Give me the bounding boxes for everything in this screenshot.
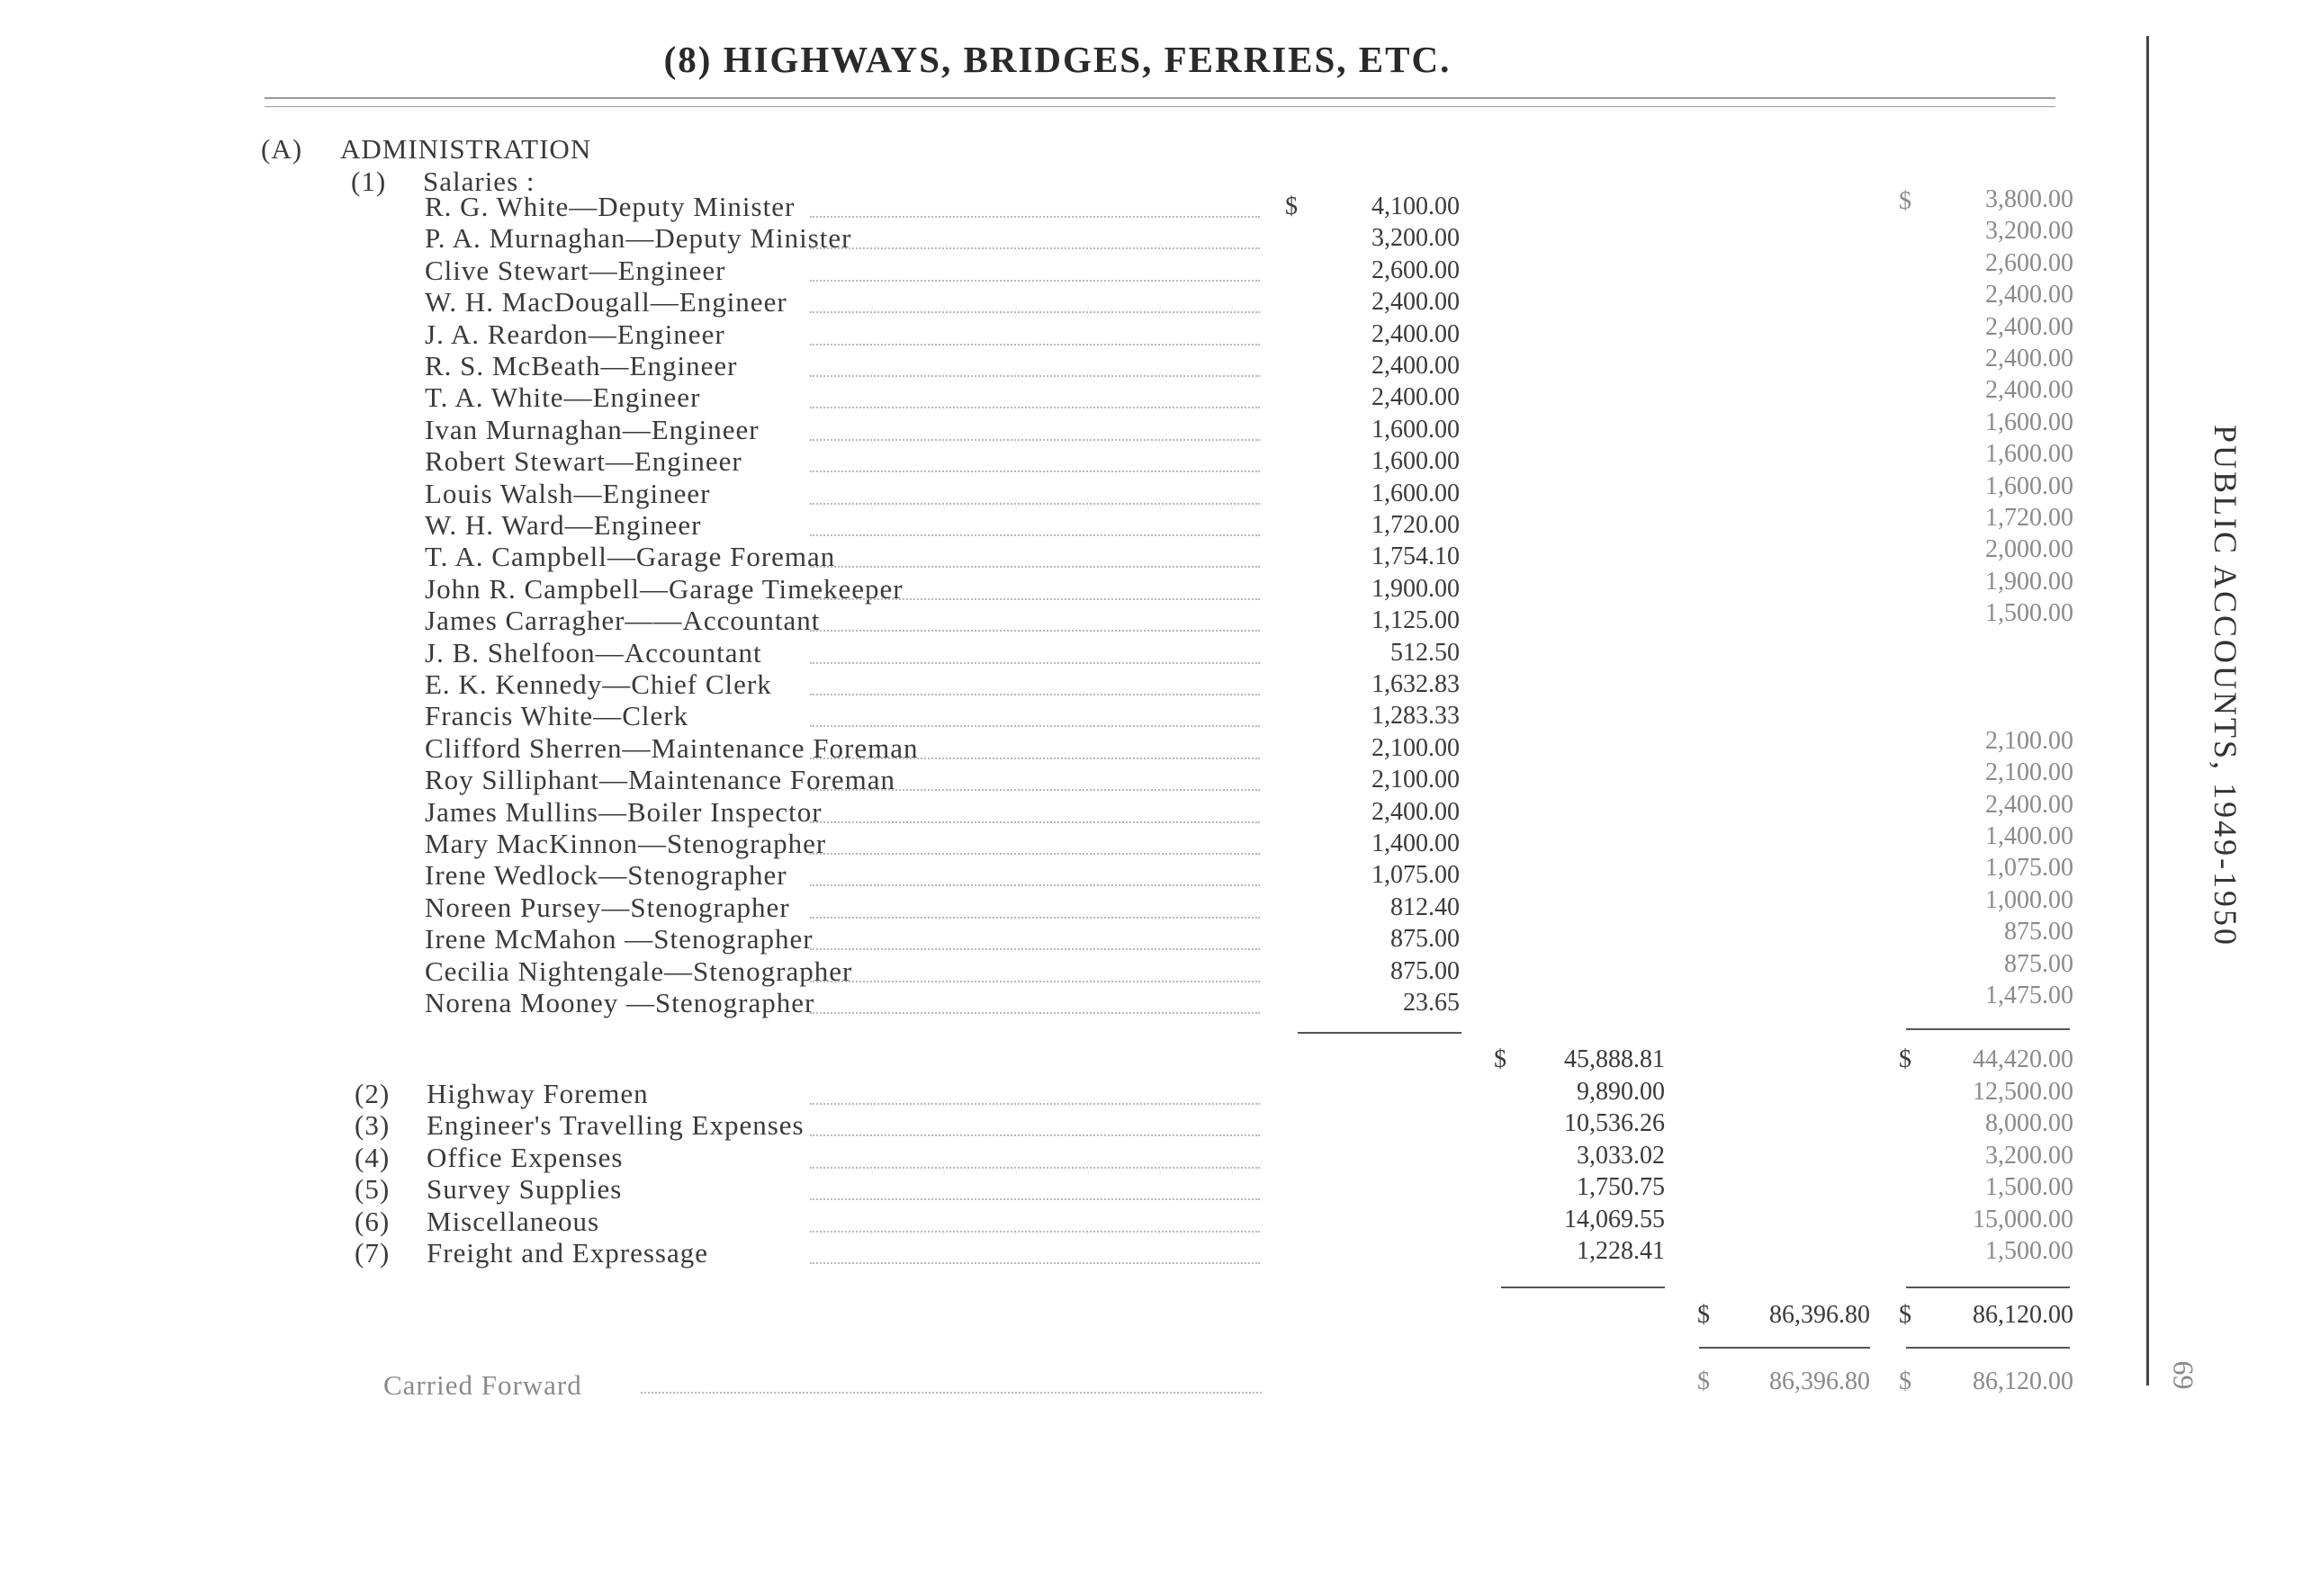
salary-prior-amount: 1,000.00 — [1985, 886, 2073, 914]
salary-amount: 1,632.83 — [1371, 670, 1460, 698]
leader-dots — [810, 853, 1260, 855]
salary-amount: 1,754.10 — [1371, 542, 1460, 570]
salary-name: Irene McMahon —Stenographer — [425, 923, 814, 955]
item-amount: 1,750.75 — [1577, 1173, 1665, 1201]
item-prior-amount: 15,000.00 — [1973, 1206, 2073, 1233]
carried-prior-dollar-sign: $ — [1899, 1367, 1911, 1395]
salary-amount: 2,600.00 — [1371, 256, 1460, 284]
item-label: Highway Foremen — [427, 1078, 649, 1109]
salary-name: John R. Campbell—Garage Timekeeper — [425, 573, 904, 605]
item-prior-amount: 8,000.00 — [1985, 1109, 2073, 1137]
items-underline — [1501, 1287, 1665, 1288]
leader-dots — [810, 1167, 1260, 1169]
leader-dots — [810, 884, 1260, 886]
leader-dots — [810, 981, 1260, 982]
salary-name: P. A. Murnaghan—Deputy Minister — [425, 222, 852, 254]
salary-name: Irene Wedlock—Stenographer — [425, 859, 787, 891]
page-title: (8) HIGHWAYS, BRIDGES, FERRIES, ETC. — [663, 39, 1452, 80]
leader-dots — [810, 630, 1260, 632]
prior-items-underline — [1906, 1287, 2070, 1288]
leader-dots — [810, 725, 1260, 727]
salary-name: T. A. White—Engineer — [425, 381, 701, 413]
salary-amount: 2,400.00 — [1371, 320, 1460, 348]
total-dollar-sign: $ — [1697, 1301, 1710, 1329]
subtotal-dollar-sign: $ — [1494, 1045, 1506, 1073]
item-number: (4) — [355, 1142, 391, 1173]
salaries-number: (1) — [351, 166, 387, 197]
salary-name: W. H. Ward—Engineer — [425, 509, 702, 541]
leader-dots — [810, 1198, 1260, 1200]
leader-dots — [810, 375, 1260, 377]
salary-name: R. G. White—Deputy Minister — [425, 191, 796, 222]
salary-amount: 1,400.00 — [1371, 829, 1460, 857]
salary-prior-amount: 2,400.00 — [1985, 281, 2073, 309]
salaries-underline — [1298, 1032, 1461, 1034]
prior-subtotal-dollar-sign: $ — [1899, 1045, 1911, 1073]
item-number: (3) — [355, 1109, 391, 1141]
leader-dots — [810, 439, 1260, 441]
salary-amount: 512.50 — [1390, 639, 1460, 667]
salary-prior-amount: 2,100.00 — [1985, 758, 2073, 786]
title-rule-top — [265, 97, 2055, 99]
salary-prior-amount: 1,075.00 — [1985, 854, 2073, 882]
salary-amount: 1,900.00 — [1371, 575, 1460, 603]
salary-name: T. A. Campbell—Garage Foreman — [425, 541, 836, 572]
salary-name: Clive Stewart—Engineer — [425, 255, 726, 286]
leader-dots — [810, 948, 1260, 950]
item-amount: 3,033.02 — [1577, 1142, 1665, 1170]
salary-amount: 1,600.00 — [1371, 447, 1460, 475]
salary-prior-amount: 1,900.00 — [1985, 568, 2073, 596]
side-title: PUBLIC ACCOUNTS, 1949-1950 — [2208, 425, 2244, 948]
section-heading: ADMINISTRATION — [340, 133, 592, 165]
leader-dots — [810, 566, 1260, 568]
salary-prior-amount: 2,400.00 — [1985, 345, 2073, 372]
salary-name: James Mullins—Boiler Inspector — [425, 796, 823, 828]
salary-amount: 2,400.00 — [1371, 288, 1460, 316]
leader-dots — [810, 216, 1260, 218]
item-label: Office Expenses — [427, 1142, 624, 1173]
salary-prior-amount: 2,600.00 — [1985, 249, 2073, 277]
item-label: Survey Supplies — [427, 1173, 623, 1205]
leader-dots — [810, 280, 1260, 282]
right-border-rule — [2146, 36, 2149, 1385]
salary-amount: 2,400.00 — [1371, 798, 1460, 826]
salary-prior-amount: 2,400.00 — [1985, 313, 2073, 341]
salary-name: J. A. Reardon—Engineer — [425, 318, 725, 350]
leader-dots — [810, 1134, 1260, 1136]
salary-amount: 4,100.00 — [1371, 193, 1460, 220]
salary-amount: 2,400.00 — [1371, 352, 1460, 380]
leader-dots — [810, 789, 1260, 791]
salary-amount: 875.00 — [1390, 957, 1460, 985]
section-letter: (A) — [261, 133, 303, 165]
salary-name: Norena Mooney —Stenographer — [425, 987, 815, 1018]
salaries-label: Salaries : — [423, 166, 535, 197]
item-prior-amount: 1,500.00 — [1985, 1237, 2073, 1265]
salary-prior-amount: 3,800.00 — [1985, 185, 2073, 213]
salary-prior-amount: 1,475.00 — [1985, 982, 2073, 1009]
leader-dots — [810, 917, 1260, 919]
salary-prior-amount: 1,600.00 — [1985, 408, 2073, 436]
item-prior-amount: 12,500.00 — [1973, 1078, 2073, 1106]
salary-prior-amount: 875.00 — [2004, 918, 2073, 946]
salary-name: Ivan Murnaghan—Engineer — [425, 414, 760, 445]
carried-forward-leader — [641, 1392, 1262, 1394]
salary-amount: 2,100.00 — [1371, 734, 1460, 762]
salary-prior-amount: 1,600.00 — [1985, 472, 2073, 500]
leader-dots — [810, 662, 1260, 664]
salary-name: W. H. MacDougall—Engineer — [425, 286, 787, 318]
leader-dots — [810, 247, 1260, 249]
salary-name: Mary MacKinnon—Stenographer — [425, 828, 827, 859]
item-amount: 10,536.26 — [1564, 1109, 1665, 1137]
leader-dots — [810, 1012, 1260, 1014]
item-number: (6) — [355, 1206, 391, 1237]
salary-prior-amount: 875.00 — [2004, 950, 2073, 978]
prior-salaries-subtotal: 44,420.00 — [1973, 1045, 2073, 1073]
salary-amount: 23.65 — [1403, 989, 1460, 1017]
salary-name: E. K. Kennedy—Chief Clerk — [425, 668, 772, 700]
item-label: Miscellaneous — [427, 1206, 600, 1237]
salary-name: Cecilia Nightengale—Stenographer — [425, 955, 853, 987]
prior-total-underline — [1906, 1347, 2070, 1349]
leader-dots — [810, 1231, 1260, 1233]
item-number: (7) — [355, 1237, 391, 1269]
prior-administration-total: 86,120.00 — [1973, 1301, 2073, 1329]
administration-total: 86,396.80 — [1769, 1301, 1870, 1329]
salary-name: Clifford Sherren—Maintenance Foreman — [425, 732, 919, 764]
item-prior-amount: 1,500.00 — [1985, 1173, 2073, 1201]
salary-prior-amount: 1,720.00 — [1985, 504, 2073, 532]
leader-dots — [810, 694, 1260, 695]
leader-dots — [810, 503, 1260, 505]
salary-amount: 1,720.00 — [1371, 511, 1460, 539]
salary-amount: 812.40 — [1390, 893, 1460, 921]
title-rule-bottom — [265, 106, 2055, 107]
prior-salaries-underline — [1906, 1028, 2070, 1030]
prior-salaries-dollar-sign: $ — [1899, 187, 1911, 215]
salary-amount: 1,283.33 — [1371, 702, 1460, 730]
item-amount: 14,069.55 — [1564, 1206, 1665, 1233]
salary-prior-amount: 2,000.00 — [1985, 535, 2073, 563]
item-amount: 1,228.41 — [1577, 1237, 1665, 1265]
salary-amount: 1,075.00 — [1371, 861, 1460, 889]
leader-dots — [810, 598, 1260, 600]
item-number: (5) — [355, 1173, 391, 1205]
salary-prior-amount: 1,400.00 — [1985, 822, 2073, 850]
salary-prior-amount: 1,600.00 — [1985, 440, 2073, 468]
carried-forward-amount: 86,396.80 — [1769, 1367, 1870, 1395]
salary-name: Louis Walsh—Engineer — [425, 478, 711, 509]
salary-amount: 875.00 — [1390, 925, 1460, 953]
leader-dots — [810, 311, 1260, 313]
salary-name: Noreen Pursey—Stenographer — [425, 892, 790, 923]
salary-prior-amount: 2,400.00 — [1985, 791, 2073, 819]
salary-amount: 3,200.00 — [1371, 224, 1460, 252]
salaries-dollar-sign: $ — [1285, 193, 1298, 220]
salary-name: R. S. McBeath—Engineer — [425, 350, 738, 381]
carried-dollar-sign: $ — [1697, 1367, 1710, 1395]
salary-name: J. B. Shelfoon—Accountant — [425, 637, 762, 668]
leader-dots — [810, 344, 1260, 345]
total-underline — [1699, 1347, 1870, 1349]
salary-amount: 1,600.00 — [1371, 416, 1460, 444]
page-number: 69 — [2167, 1360, 2200, 1390]
leader-dots — [810, 1103, 1260, 1105]
salary-amount: 2,400.00 — [1371, 383, 1460, 411]
carried-forward-label: Carried Forward — [383, 1369, 582, 1401]
leader-dots — [810, 471, 1260, 472]
salary-prior-amount: 3,200.00 — [1985, 217, 2073, 245]
salary-amount: 1,125.00 — [1371, 606, 1460, 634]
carried-forward-prior-amount: 86,120.00 — [1973, 1367, 2073, 1395]
salary-name: Roy Silliphant—Maintenance Foreman — [425, 764, 896, 795]
prior-total-dollar-sign: $ — [1899, 1301, 1911, 1329]
item-number: (2) — [355, 1078, 391, 1109]
salary-amount: 2,100.00 — [1371, 766, 1460, 794]
salary-name: James Carragher——Accountant — [425, 605, 821, 636]
salary-prior-amount: 2,400.00 — [1985, 376, 2073, 404]
salary-prior-amount: 2,100.00 — [1985, 727, 2073, 755]
item-label: Engineer's Travelling Expenses — [427, 1109, 805, 1141]
leader-dots — [810, 534, 1260, 536]
item-label: Freight and Expressage — [427, 1237, 708, 1269]
leader-dots — [810, 821, 1260, 823]
leader-dots — [810, 407, 1260, 408]
salary-prior-amount: 1,500.00 — [1985, 599, 2073, 627]
salary-amount: 1,600.00 — [1371, 480, 1460, 507]
leader-dots — [810, 758, 1260, 759]
item-amount: 9,890.00 — [1577, 1078, 1665, 1106]
salary-name: Francis White—Clerk — [425, 700, 689, 731]
leader-dots — [810, 1262, 1260, 1264]
salary-name: Robert Stewart—Engineer — [425, 445, 742, 477]
salaries-subtotal: 45,888.81 — [1564, 1045, 1665, 1073]
item-prior-amount: 3,200.00 — [1985, 1142, 2073, 1170]
